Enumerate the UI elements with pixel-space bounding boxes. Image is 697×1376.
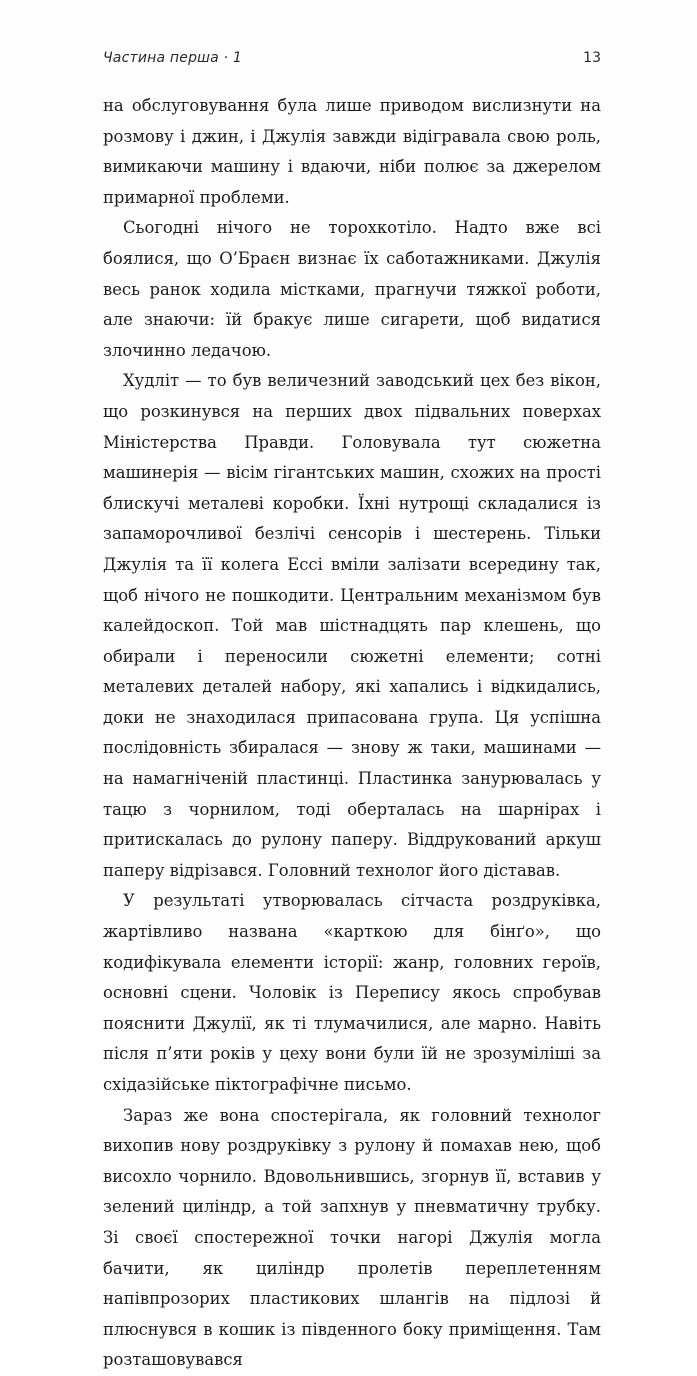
body-text [103, 91, 601, 1376]
page-number: 13 [583, 50, 601, 66]
paragraph-5: Зараз же вона спостерігала, як головний технолог вихопив нову роздруківку з рулону й помахав нею, щоб висохло чорнило. Вдовольнившись, згорнув її, вставив у зелений циліндр, а той запхнув у пневматичну трубку. Зі своєї спостережної точки нагорі Джулія могла бачити, як циліндр пролетів переплетенням напівпрозорих пластикових шлангів на підлозі й плюснувся в кошик із південного боку приміщення. Там розташовувався [103, 1105, 601, 1370]
paragraph-4: У результаті утворювалась сітчаста роздруківка, жартівливо названа «карткою для бінґо», що кодифікувала елементи історії: жанр, головних героїв, основні сцени. Чоловік із Перепису якось спробував пояснити Джулії, як ті тлумачилися, але марно. Навіть після п’яти років у цеху вони були їй не зрозуміліші за східазійське піктографічне письмо. [103, 891, 601, 1094]
paragraph-1: на обслуговування була лише приводом вислизнути на розмову і джин, і Джулія завжди відігравала свою роль, вимикаючи машину і вдаючи, ніби полює за джерелом примарної проблеми. [103, 96, 601, 207]
running-head [103, 50, 601, 72]
paragraph-3: Худліт — то був величезний заводський цех без вікон, що розкинувся на перших двох підвальних поверхах Міністерства Правди. Головувала тут сюжетна машинерія — вісім гігантських машин, схожих на прості блискучі металеві коробки. Їхні нутрощі складалися із запаморочливої безлічі сенсорів і шестерень. Тільки Джулія та її колега Ессі вміли залізати всередину так, щоб нічого не пошкодити. Центральним механізмом був калейдоскоп. Той мав шістнадцять пар клешень, що обирали і переносили сюжетні елементи; сотні металевих деталей набору, які хапались і відкидались, доки не знаходилася припасована група. Ця успішна послідовність збиралася — знову ж таки, машинами — на намагніченій пластинці. Пластинка занурювалась у тацю з чорнилом, тоді обертaлась на шарнірах і притискалась до рулону паперу. Віддрукований аркуш паперу відрізався. Головний технолог його діставав. [103, 371, 601, 880]
paragraph-2: Сьогодні нічого не торохкотіло. Надто вже всі боялися, що О’Браєн визнає їх саботажниками. Джулія весь ранок ходила містками, прагнучи тяжкої роботи, але знаючи: їй бракує лише сигарети, щоб видатися злочинно ледачою. [103, 218, 601, 360]
running-head-section: Частина перша · 1 [103, 50, 243, 66]
